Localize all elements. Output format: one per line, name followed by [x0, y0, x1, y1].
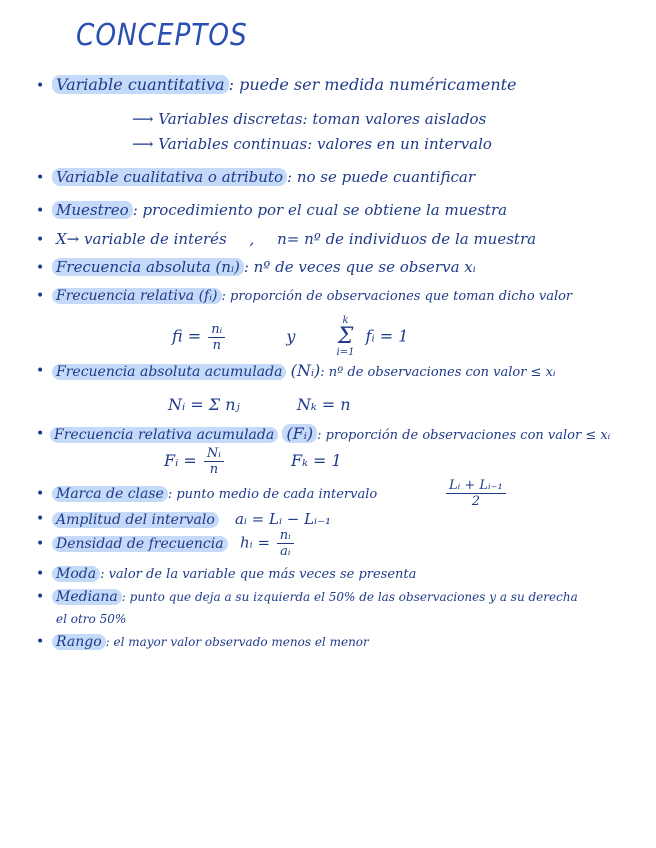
definition: : valor de la variable que más veces se presenta	[100, 567, 417, 582]
item-mediana-continuation: el otro 50%	[56, 612, 127, 626]
item-cualitativa	[52, 168, 475, 186]
definition: : el mayor valor observado menos el menor	[105, 635, 369, 649]
term-highlight: Frecuencia absoluta (nᵢ)	[52, 258, 244, 276]
item-frecuencia-relativa	[52, 287, 572, 306]
marca-fraction: $\frac{\text{Lᵢ + Lᵢ₋₁}}{2}$	[446, 478, 506, 509]
definition: : punto que deja a su izquierda el 50% de las observaciones y a su derecha	[121, 590, 578, 604]
definition: : nº de observaciones con valor ≤ xᵢ	[320, 365, 556, 380]
sub-item-continuas: ⟶ Variables continuas: valores en un intervalo	[132, 135, 492, 153]
conjunction: y	[286, 326, 296, 346]
item-marca-clase	[52, 485, 377, 504]
fraction: $\frac{\text{Nᵢ}}{n}$	[204, 446, 224, 477]
bullet-dot: •	[36, 426, 45, 442]
term-highlight: Moda	[52, 566, 100, 582]
bullet-dot: •	[36, 78, 45, 94]
term-highlight: Frecuencia relativa acumulada	[50, 427, 278, 443]
item-frecuencia-absoluta	[52, 258, 476, 276]
formula-b: Fₖ = 1	[291, 451, 342, 470]
definition: : proporción de observaciones que toman dicho valor	[221, 289, 573, 304]
summation: k Σ i=1	[336, 315, 355, 358]
definition: aᵢ = Lᵢ − Lᵢ₋₁	[234, 510, 331, 528]
formula-frecuencia-relativa	[172, 316, 408, 358]
bullet-dot: •	[36, 589, 45, 605]
fraction: $\frac{\text{nᵢ}}{\text{aᵢ}}$	[277, 528, 294, 559]
item-frecuencia-relativa-acumulada	[50, 425, 610, 445]
bullet-dot: •	[36, 203, 45, 219]
formula-frecuencia-absoluta-acumulada	[168, 395, 351, 414]
item-rango	[52, 633, 369, 651]
bullet-dot: •	[36, 566, 45, 582]
symbol: (Fᵢ)	[282, 424, 317, 443]
bullet-dot: •	[36, 634, 45, 650]
definition: : proporción de observaciones con valor ≤ xᵢ	[317, 428, 611, 443]
term-highlight: Amplitud del intervalo	[52, 512, 219, 528]
definition: : punto medio de cada intervalo	[167, 487, 378, 502]
term-highlight: Variable cualitativa o atributo	[52, 168, 287, 186]
definition: : nº de veces que se observa xᵢ	[243, 258, 476, 276]
term-highlight: Variable cuantitativa	[52, 75, 229, 94]
fraction: $\frac{\text{nᵢ}}{n}$	[208, 322, 225, 353]
formula-lhs: Fᵢ =	[164, 451, 197, 470]
term-highlight: Marca de clase	[52, 486, 168, 502]
formula-a: Nᵢ = Σ nⱼ	[168, 395, 240, 414]
formula-lhs: hᵢ =	[240, 533, 271, 552]
item-mediana	[52, 588, 578, 606]
definition: : puede ser medida numéricamente	[228, 75, 517, 94]
definition: : no se puede cuantificar	[287, 168, 476, 186]
term-highlight: Frecuencia absoluta acumulada	[52, 364, 286, 380]
formula-lhs: fi =	[172, 326, 202, 346]
symbol: (Nᵢ)	[290, 361, 321, 380]
formula-densidad	[240, 528, 296, 559]
item-moda	[52, 565, 416, 584]
term-highlight: Mediana	[52, 589, 122, 605]
formula-frecuencia-relativa-acumulada	[164, 446, 342, 477]
formula-b: Nₖ = n	[296, 395, 351, 414]
item-variable-interes	[56, 230, 536, 248]
bullet-dot: •	[36, 511, 45, 527]
sample-size: n= nº de individuos de la muestra	[277, 230, 537, 248]
item-densidad	[52, 535, 228, 554]
definition: : procedimiento por el cual se obtiene la muestra	[132, 201, 508, 219]
summation-expression: fᵢ = 1	[365, 326, 409, 346]
page-title: CONCEPTOS	[76, 18, 248, 53]
bullet-dot: •	[36, 170, 45, 186]
term-highlight: Rango	[52, 634, 106, 650]
separator: ,	[249, 230, 255, 248]
sub-item-discretas: ⟶ Variables discretas: toman valores aislados	[132, 110, 487, 128]
bullet-dot: •	[36, 486, 45, 502]
term-highlight: Densidad de frecuencia	[52, 536, 228, 552]
bullet-dot: •	[36, 536, 45, 552]
item-frecuencia-absoluta-acumulada	[52, 362, 556, 382]
bullet-dot: •	[36, 232, 45, 248]
item-cuantitativa	[52, 76, 517, 94]
variable-x: X→ variable de interés	[56, 230, 227, 248]
bullet-dot: •	[36, 363, 45, 379]
term-highlight: Frecuencia relativa (fᵢ)	[52, 288, 222, 304]
item-muestreo	[52, 201, 507, 219]
bullet-dot: •	[36, 288, 45, 304]
bullet-dot: •	[36, 260, 45, 276]
item-amplitud	[52, 510, 331, 530]
term-highlight: Muestreo	[52, 201, 133, 219]
